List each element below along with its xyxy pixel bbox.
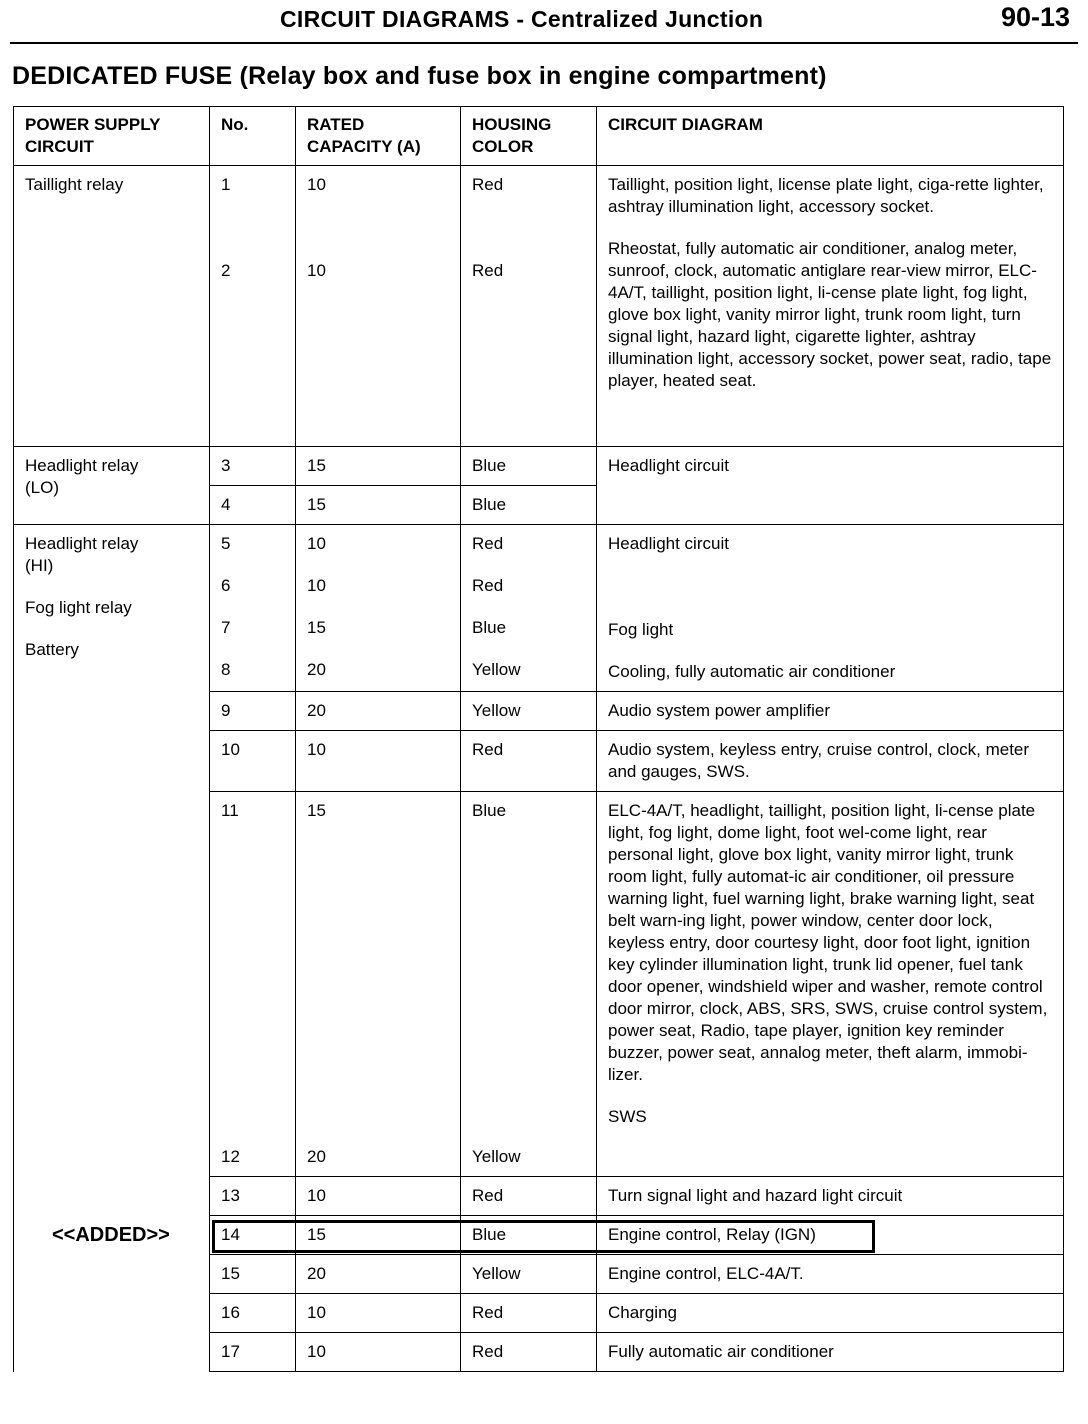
fuse-capacity: 10 — [307, 534, 326, 553]
fuse-capacity: 10 — [307, 1186, 326, 1205]
fuse-capacity: 10 — [307, 576, 326, 595]
fuse-no: 8 — [221, 660, 231, 679]
color-cell — [461, 1177, 597, 1216]
color-cell — [461, 1216, 597, 1255]
color-cell — [461, 1294, 597, 1333]
fuse-no: 2 — [221, 261, 231, 280]
fuse-diagram: Rheostat, fully automatic air conditioner, analog meter, sunroof, clock, automatic antiglare rear-view mirror, ELC-4A/T, taillight, position light, li-cense plate light, fog light, glove box light, vanity mirror light, trunk room light, turn signal light, hazard light, cigarette lighter, ashtray illumination light, accessory socket, power seat, radio, tape player, heated seat. — [608, 239, 1052, 390]
capacity-cell — [296, 792, 461, 1177]
fuse-color: Red — [472, 740, 504, 759]
fuse-no: 7 — [221, 618, 231, 637]
fuse-no: 4 — [221, 495, 231, 514]
header-title: CIRCUIT DIAGRAMS - Centralized Junction — [280, 6, 764, 32]
fuse-capacity: 10 — [307, 1303, 326, 1322]
diagram-cell — [597, 1216, 1064, 1255]
color-cell — [461, 731, 597, 792]
fuse-color: Yellow — [472, 1264, 521, 1283]
no-cell — [210, 1177, 296, 1216]
fuse-table — [13, 106, 1064, 1372]
fuse-no: 13 — [221, 1186, 240, 1205]
fuse-color: Blue — [472, 456, 507, 475]
circuit-name: Headlight relay — [25, 456, 139, 475]
circuit-name: Taillight relay — [25, 175, 124, 194]
fuse-no: 5 — [221, 534, 231, 553]
circuit-name-line2: (HI) — [25, 556, 54, 575]
fuse-diagram: Headlight circuit — [608, 456, 729, 475]
color-cell — [461, 486, 597, 525]
diagram-cell — [597, 166, 1064, 447]
fuse-no: 14 — [221, 1225, 240, 1244]
fuse-color: Red — [472, 576, 504, 595]
fuse-diagram: Audio system power amplifier — [608, 701, 831, 720]
added-annotation: <<ADDED>> — [52, 1223, 170, 1246]
page-header — [0, 0, 1088, 48]
header-no-text: No. — [221, 115, 249, 134]
capacity-cell — [296, 1255, 461, 1294]
fuse-diagram: Fog light — [608, 620, 674, 639]
header-rule — [10, 42, 1078, 44]
fuse-diagram: Taillight, position light, license plate light, ciga-rette lighter, ashtray illumination light, accessory socket. — [608, 175, 1044, 216]
fuse-capacity: 20 — [307, 660, 326, 679]
capacity-cell — [296, 166, 461, 447]
fuse-no: 16 — [221, 1303, 240, 1322]
capacity-cell — [296, 525, 461, 692]
no-cell — [210, 731, 296, 792]
circuit-cell — [14, 447, 210, 525]
header-circuit-line1: POWER SUPPLY — [25, 115, 161, 134]
table-header-row — [14, 107, 1064, 166]
fuse-color: Red — [472, 175, 504, 194]
table-row — [14, 166, 1064, 447]
capacity-cell — [296, 692, 461, 731]
capacity-cell — [296, 1333, 461, 1372]
fuse-capacity: 20 — [307, 1147, 326, 1166]
fuse-diagram: Cooling, fully automatic air conditioner — [608, 662, 896, 681]
color-cell — [461, 1255, 597, 1294]
fuse-color: Yellow — [472, 701, 521, 720]
color-cell — [461, 692, 597, 731]
fuse-color: Blue — [472, 801, 507, 820]
no-cell — [210, 1216, 296, 1255]
diagram-cell — [597, 1333, 1064, 1372]
fuse-no: 15 — [221, 1264, 240, 1283]
fuse-capacity: 10 — [307, 175, 326, 194]
fuse-diagram: Engine control, ELC-4A/T. — [608, 1264, 804, 1283]
fuse-diagram: ELC-4A/T, headlight, taillight, position light, li-cense plate light, fog light, dome light, foot wel-come light, rear personal light, glove box light, vanity mirror light, trunk room light, fully automat-ic air conditioner, oil pressure warning light, fuel warning light, brake warning light, seat belt warn-ing light, power window, center door lock, keyless entry, door courtesy light, door foot light, ignition key cylinder illumination light, trunk lid opener, fuel tank door opener, windshield wiper and washer, remote control door mirror, clock, ABS, SRS, SWS, cruise control system, power seat, Radio, tape player, ignition key reminder buzzer, power seat, annalog meter, theft alarm, immobi-lizer. — [608, 801, 1048, 1084]
fuse-color: Yellow — [472, 1147, 521, 1166]
fuse-capacity: 20 — [307, 1264, 326, 1283]
fuse-capacity: 15 — [307, 801, 326, 820]
fuse-capacity: 20 — [307, 701, 326, 720]
fuse-color: Yellow — [472, 660, 521, 679]
fuse-no: 17 — [221, 1342, 240, 1361]
header-rated-line2: CAPACITY (A) — [307, 137, 421, 156]
fuse-color: Red — [472, 261, 504, 280]
fuse-capacity: 10 — [307, 740, 326, 759]
fuse-capacity: 10 — [307, 1342, 326, 1361]
fuse-capacity: 15 — [307, 456, 326, 475]
fuse-diagram: SWS — [608, 1107, 647, 1126]
header-circuit-line2: CIRCUIT — [25, 137, 94, 156]
fuse-color: Red — [472, 1342, 504, 1361]
capacity-cell — [296, 447, 461, 486]
no-cell — [210, 792, 296, 1177]
no-cell — [210, 525, 296, 692]
fuse-no: 12 — [221, 1147, 240, 1166]
capacity-cell — [296, 486, 461, 525]
fuse-diagram: Engine control, Relay (IGN) — [608, 1225, 816, 1244]
diagram-cell — [597, 1255, 1064, 1294]
fuse-color: Red — [472, 1303, 504, 1322]
fuse-color: Blue — [472, 1225, 507, 1244]
fuse-no: 9 — [221, 701, 231, 720]
diagram-cell — [597, 731, 1064, 792]
circuit-name: Battery — [25, 640, 79, 659]
fuse-no: 6 — [221, 576, 231, 595]
header-power-supply-circuit — [14, 107, 210, 166]
capacity-cell — [296, 731, 461, 792]
color-cell — [461, 166, 597, 447]
circuit-cell — [14, 166, 210, 447]
fuse-capacity: 15 — [307, 618, 326, 637]
header-diagram-text: CIRCUIT DIAGRAM — [608, 115, 763, 134]
no-cell — [210, 1255, 296, 1294]
table-row — [14, 525, 1064, 692]
no-cell — [210, 447, 296, 486]
fuse-diagram: Charging — [608, 1303, 677, 1322]
header-housing-color — [461, 107, 597, 166]
fuse-diagram: Audio system, keyless entry, cruise control, clock, meter and gauges, SWS. — [608, 740, 1030, 781]
header-housing-line1: HOUSING — [472, 115, 552, 134]
diagram-cell — [597, 447, 1064, 525]
color-cell — [461, 1333, 597, 1372]
diagram-cell — [597, 692, 1064, 731]
capacity-cell — [296, 1216, 461, 1255]
no-cell — [210, 1333, 296, 1372]
circuit-name: Fog light relay — [25, 598, 132, 617]
circuit-name-line2: (LO) — [25, 478, 59, 497]
header-circuit-diagram — [597, 107, 1064, 166]
fuse-capacity: 15 — [307, 1225, 326, 1244]
diagram-cell — [597, 1294, 1064, 1333]
no-cell — [210, 486, 296, 525]
circuit-name: Headlight relay — [25, 534, 139, 553]
color-cell — [461, 447, 597, 486]
section-title: DEDICATED FUSE (Relay box and fuse box in engine compartment) — [12, 62, 827, 90]
diagram-cell — [597, 1177, 1064, 1216]
fuse-color: Red — [472, 1186, 504, 1205]
fuse-color: Blue — [472, 618, 507, 637]
diagram-cell — [597, 525, 1064, 692]
capacity-cell — [296, 1177, 461, 1216]
fuse-color: Blue — [472, 495, 507, 514]
fuse-no: 1 — [221, 175, 231, 194]
header-housing-line2: COLOR — [472, 137, 534, 156]
header-rated-capacity — [296, 107, 461, 166]
fuse-color: Red — [472, 534, 504, 553]
fuse-capacity: 15 — [307, 495, 326, 514]
page-number: 90-13 — [1000, 2, 1070, 32]
header-no — [210, 107, 296, 166]
color-cell — [461, 792, 597, 1177]
fuse-no: 10 — [221, 740, 240, 759]
diagram-cell — [597, 792, 1064, 1177]
fuse-no: 11 — [221, 801, 239, 820]
no-cell — [210, 166, 296, 447]
fuse-diagram: Headlight circuit — [608, 534, 729, 553]
header-rated-line1: RATED — [307, 115, 365, 134]
color-cell — [461, 525, 597, 692]
no-cell — [210, 1294, 296, 1333]
fuse-no: 3 — [221, 456, 231, 475]
fuse-diagram: Turn signal light and hazard light circuit — [608, 1186, 903, 1205]
capacity-cell — [296, 1294, 461, 1333]
fuse-capacity: 10 — [307, 261, 326, 280]
no-cell — [210, 692, 296, 731]
fuse-diagram: Fully automatic air conditioner — [608, 1342, 834, 1361]
table-row — [14, 447, 1064, 486]
